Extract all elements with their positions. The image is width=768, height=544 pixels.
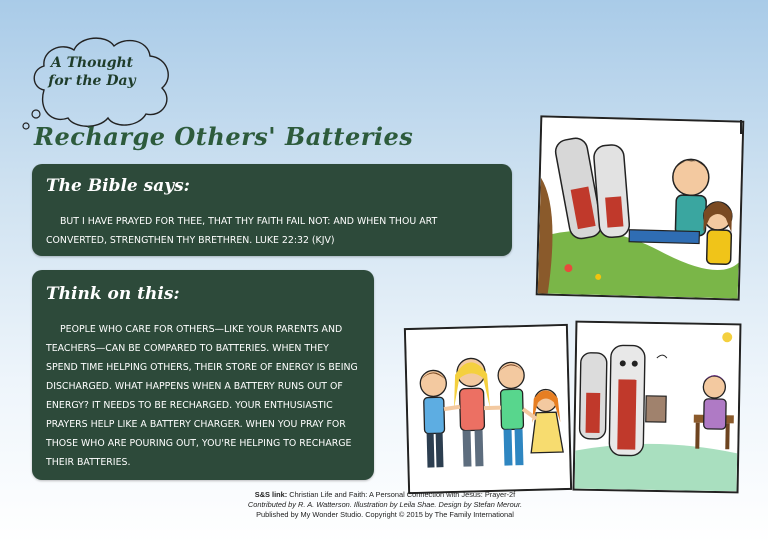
thought-line-2: for the Day [48, 73, 136, 89]
ss-link-text: Christian Life and Faith: A Personal Connection with Jesus: Prayer-2f [289, 490, 516, 499]
ss-link-line [190, 490, 580, 500]
bible-heading: The Bible says: [46, 176, 190, 196]
credits [190, 490, 580, 520]
page-title: Recharge Others' Batteries [34, 122, 414, 151]
think-heading: Think on this: [46, 284, 180, 304]
bible-box [32, 164, 512, 256]
think-box [32, 270, 374, 480]
bible-verse: BUT I HAVE PRAYED FOR THEE, THAT THY FAITH FAIL NOT: AND WHEN THOU ART CONVERTED, STRENGTHEN THY BRETHREN. LUKE 22:32 (KJV) [46, 216, 438, 246]
page-edge-mark [740, 120, 742, 134]
illustration-panel-recharged-batteries [573, 321, 742, 494]
illustration-panel-children-praying [404, 324, 572, 494]
published-line: Published by My Wonder Studio. Copyright © 2015 by The Family International [256, 510, 514, 519]
ss-link-label: S&S link: [254, 490, 288, 499]
illustration-panel-tired-batteries [536, 115, 745, 300]
contributed-line [190, 500, 580, 510]
contributed-text: Contributed by R. A. Watterson. Illustration by Leila Shae. Design by Stefan Merour. [247, 500, 523, 509]
think-text: PEOPLE WHO CARE FOR OTHERS—LIKE YOUR PARENTS AND TEACHERS—CAN BE COMPARED TO BATTERIES. WHEN THEY SPEND TIME HELPING OTHERS, THEIR STORE OF ENERGY IS BEING DISCHARGED. WHAT HAPPENS WHEN A BATTERY RUNS OUT OF ENERGY? IT NEEDS TO BE RECHARGED. YOUR ENTHUSIASTIC PRAYERS HELP LIKE A BATTERY CHARGER. WHEN YOU PRAY FOR THOSE WHO ARE POURING OUT, YOU'RE HELPING TO RECHARGE THEIR BATTERIES. [46, 324, 358, 468]
thought-line-1: A Thought [50, 55, 134, 71]
thought-cloud-text [42, 54, 142, 90]
